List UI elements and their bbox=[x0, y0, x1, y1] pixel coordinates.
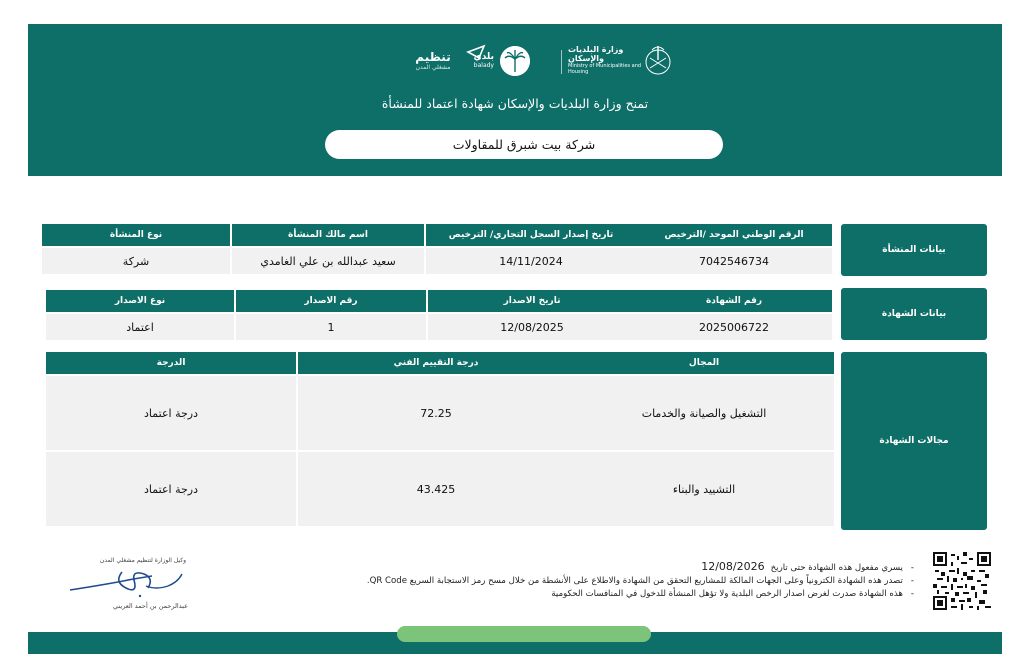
table-row bbox=[44, 452, 834, 526]
header-title: تمنح وزارة البلديات والإسكان شهادة اعتماد للمنشأة bbox=[381, 96, 649, 111]
entity-header-owner: اسم مالك المنشأة bbox=[230, 224, 424, 246]
certificate-header-type: نوع الاصدار bbox=[44, 290, 234, 312]
certificate-header-version: رقم الاصدار bbox=[234, 290, 426, 312]
ministry-emblem-icon bbox=[642, 42, 674, 78]
header-band bbox=[28, 24, 1002, 176]
ministry-brand: وزارة البلديات والإسكان bbox=[568, 45, 624, 63]
ministry-sub: Ministry of Municipalities and Housing bbox=[568, 63, 642, 75]
field-name: التشييد والبناء bbox=[574, 452, 834, 526]
balady-logo bbox=[468, 40, 494, 80]
entity-header-type: نوع المنشأة bbox=[40, 224, 230, 246]
field-grade: درجة اعتماد bbox=[44, 452, 296, 526]
validity-date: 12/08/2026 bbox=[701, 560, 765, 573]
entity-header-cr-date: تاريخ إصدار السجل التجاري/ الترخيص bbox=[424, 224, 636, 246]
entity-section-label: بيانات المنشأة bbox=[841, 224, 987, 276]
logo-divider bbox=[561, 50, 562, 74]
table-row bbox=[44, 376, 834, 450]
footer-pill bbox=[397, 626, 651, 642]
logo-bar bbox=[28, 40, 1002, 84]
purpose-note bbox=[300, 588, 914, 601]
footer-notes bbox=[300, 560, 914, 601]
certificate-number: 2025006722 bbox=[636, 314, 832, 340]
tanzeem-sub: مشغلي المدن bbox=[415, 63, 451, 71]
entity-national-id: 7042546734 bbox=[636, 248, 832, 274]
organization-name: شركة بيت شبرق للمقاولات bbox=[325, 130, 723, 159]
certificate-header-row bbox=[44, 290, 832, 312]
ministry-logo bbox=[568, 40, 648, 80]
fields-header-score: درجة التقييم الفني bbox=[296, 352, 574, 374]
certificate-header-number: رقم الشهادة bbox=[636, 290, 832, 312]
qr-code-icon[interactable] bbox=[933, 552, 991, 610]
validity-text: يسري مفعول هذه الشهادة حتى تاريخ bbox=[770, 563, 903, 573]
certificate-value-row bbox=[44, 314, 832, 340]
certificate-section-label: بيانات الشهادة bbox=[841, 288, 987, 340]
fields-header-grade: الدرجة bbox=[44, 352, 296, 374]
certificate-header-date: تاريخ الاصدار bbox=[426, 290, 636, 312]
field-name: التشغيل والصيانة والخدمات bbox=[574, 376, 834, 450]
certificate-version: 1 bbox=[234, 314, 426, 340]
fields-header-field: المجال bbox=[574, 352, 834, 374]
note-bullet: - bbox=[910, 589, 914, 599]
purpose-note-text: هذه الشهادة صدرت لغرض اصدار الرخص البلدية ولا تؤهل المنشأة للدخول في المنافسات الحكومية bbox=[551, 589, 903, 599]
field-score: 72.25 bbox=[296, 376, 574, 450]
tanzeem-logo bbox=[400, 40, 466, 80]
entity-cr-date: 14/11/2024 bbox=[424, 248, 636, 274]
signer-title: وكيل الوزارة لتنظيم مشغلي المدن bbox=[99, 557, 186, 564]
entity-value-row bbox=[40, 248, 832, 274]
electronic-note bbox=[300, 575, 914, 588]
note-bullet: - bbox=[910, 576, 914, 586]
field-score: 43.425 bbox=[296, 452, 574, 526]
balady-sub: balady bbox=[473, 61, 494, 69]
signer-name: عبدالرحمن بن أحمد العريني bbox=[113, 602, 188, 610]
fields-header-row bbox=[44, 352, 834, 374]
validity-note bbox=[300, 560, 914, 575]
entity-type: شركة bbox=[40, 248, 230, 274]
fields-section-label: مجالات الشهادة bbox=[841, 352, 987, 530]
field-grade: درجة اعتماد bbox=[44, 376, 296, 450]
entity-header-national-id: الرقم الوطني الموحد /الترخيص bbox=[636, 224, 832, 246]
entity-header-row bbox=[40, 224, 832, 246]
certificate-type: اعتماد bbox=[44, 314, 234, 340]
certificate-date: 12/08/2025 bbox=[426, 314, 636, 340]
tanzeem-brand: تنظيم bbox=[415, 49, 451, 64]
balady-brand: بلدي bbox=[473, 51, 494, 62]
balady-palm-icon bbox=[500, 46, 530, 76]
electronic-note-text: تصدر هذه الشهادة الكترونياً وعلى الجهات المالكة للمشاريع التحقق من الشهادة والاطلاع على الأنشطة من خلال مسح رمز الاستجابة السريع QR Code. bbox=[366, 576, 903, 586]
note-bullet: - bbox=[910, 563, 914, 573]
entity-owner: سعيد عبدالله بن علي الغامدي bbox=[230, 248, 424, 274]
